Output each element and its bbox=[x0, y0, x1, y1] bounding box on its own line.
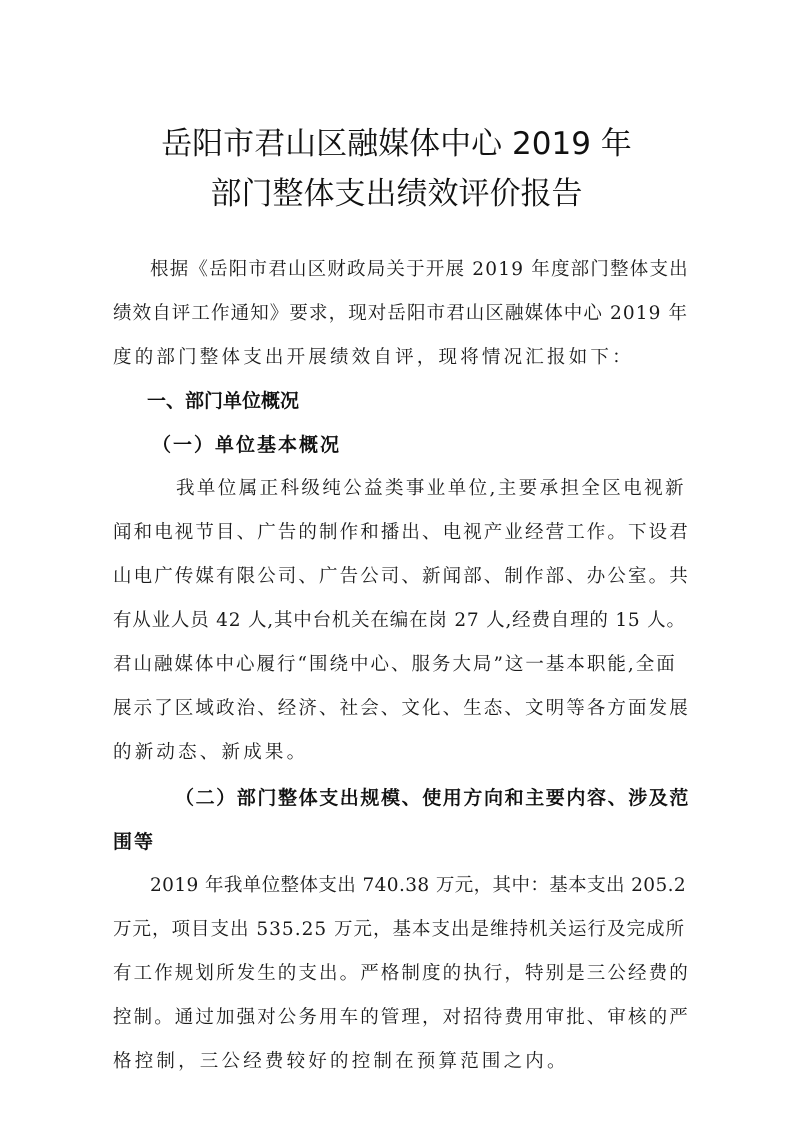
paragraph-line: 展示了区域政治、经济、社会、文化、生态、文明等各方面发展 bbox=[113, 698, 690, 719]
paragraph-line: 我单位属正科级纯公益类事业单位,主要承担全区电视新 bbox=[176, 478, 686, 499]
paragraph-line: 君山融媒体中心履行“围绕中心、服务大局”这一基本职能,全面 bbox=[113, 654, 677, 675]
intro-line: 根据《岳阳市君山区财政局关于开展 2019 年度部门整体支出 bbox=[150, 259, 689, 280]
intro-line: 绩效自评工作通知》要求，现对岳阳市君山区融媒体中心 2019 年 bbox=[113, 303, 689, 324]
section-heading: 一、部门单位概况 bbox=[147, 390, 300, 412]
document-title-line-2: 部门整体支出绩效评价报告 bbox=[210, 176, 583, 212]
paragraph-line: 有从业人员 42 人,其中台机关在编在岗 27 人,经费自理的 15 人。 bbox=[113, 610, 686, 631]
subsection-heading: （二）部门整体支出规模、使用方向和主要内容、涉及范 bbox=[175, 787, 691, 809]
paragraph-line: 闻和电视节目、广告的制作和播出、电视产业经营工作。下设君 bbox=[113, 522, 690, 543]
intro-line: 度的部门整体支出开展绩效自评，现将情况汇报如下： bbox=[113, 347, 634, 368]
paragraph-line: 格控制，三公经费较好的控制在预算范围之内。 bbox=[113, 1051, 569, 1072]
paragraph-line: 控制。通过加强对公务用车的管理，对招待费用审批、审核的严 bbox=[113, 1007, 690, 1028]
subsection-heading: 围等 bbox=[113, 831, 156, 853]
paragraph-line: 万元，项目支出 535.25 万元，基本支出是维持机关运行及完成所 bbox=[113, 919, 685, 940]
document-title-line-1: 岳阳市君山区融媒体中心 2019 年 bbox=[161, 126, 632, 162]
paragraph-line: 有工作规划所发生的支出。严格制度的执行，特别是三公经费的 bbox=[113, 963, 690, 984]
subsection-heading: （一）单位基本概况 bbox=[152, 434, 342, 456]
paragraph-line: 2019 年我单位整体支出 740.38 万元，其中：基本支出 205.2 bbox=[150, 875, 687, 896]
paragraph-line: 的新动态、新成果。 bbox=[113, 742, 309, 763]
paragraph-line: 山电广传媒有限公司、广告公司、新闻部、制作部、办公室。共 bbox=[113, 566, 690, 587]
